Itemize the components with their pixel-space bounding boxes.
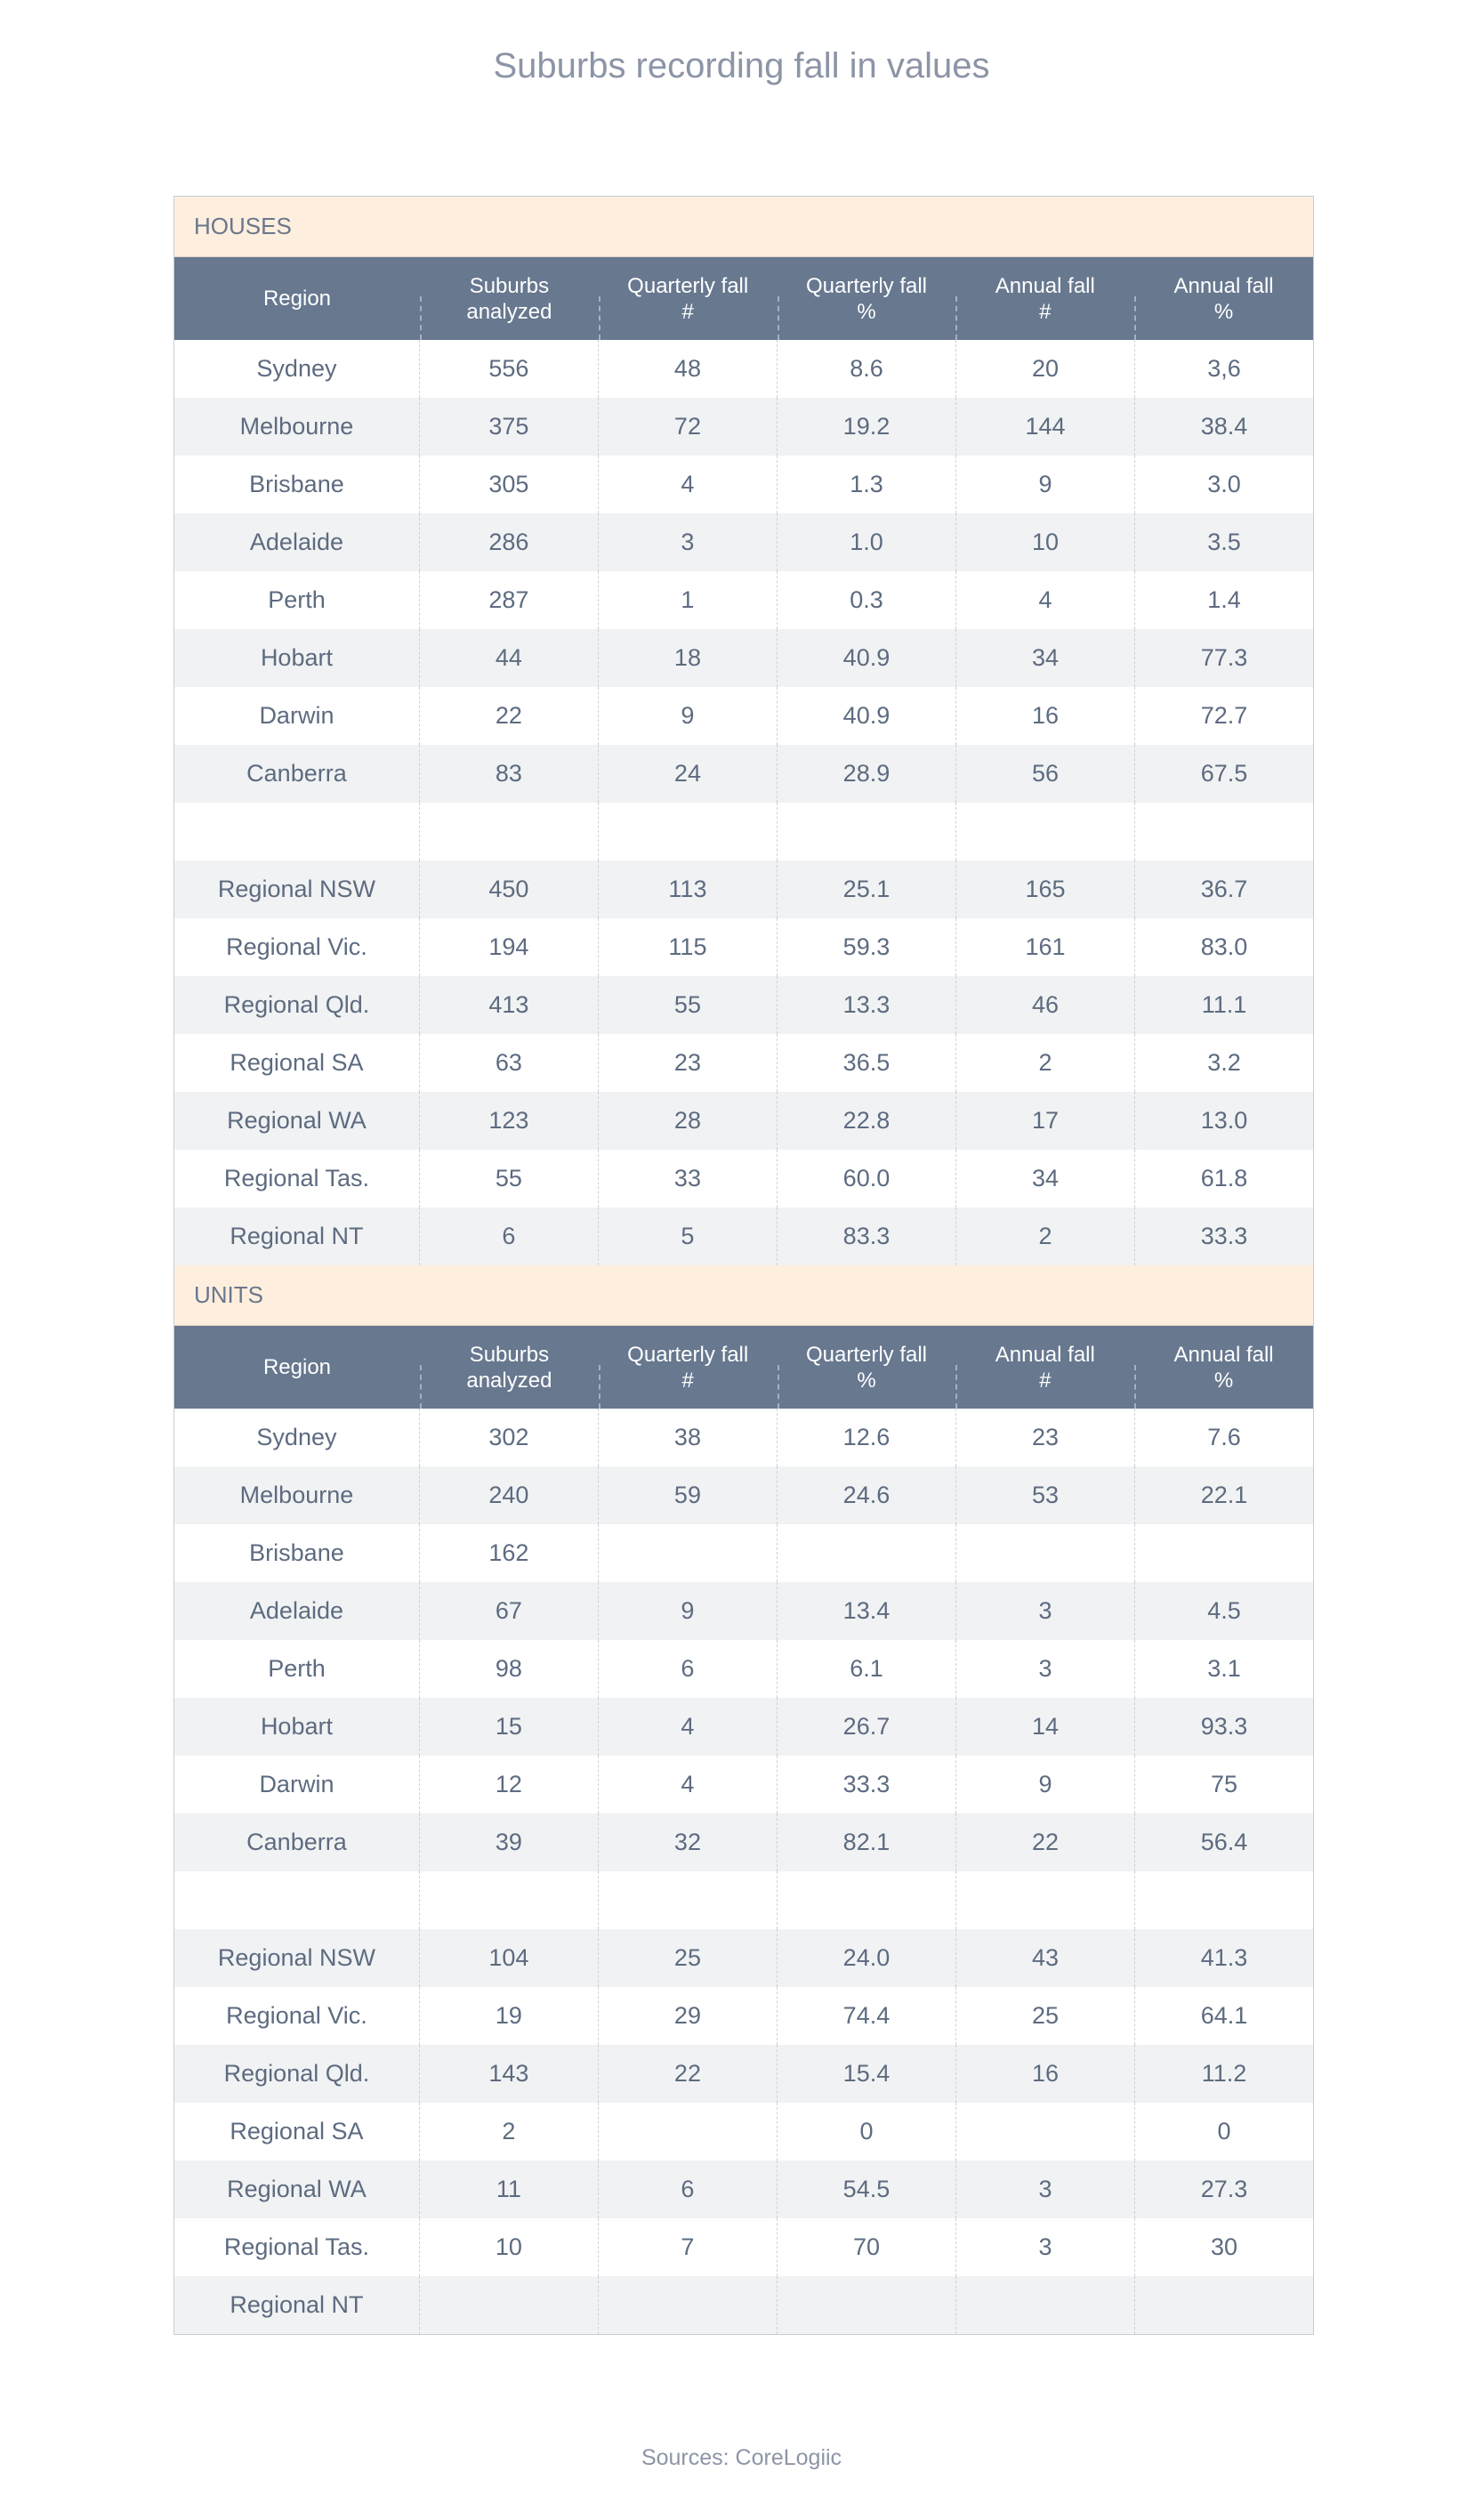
value-cell: 6	[598, 2161, 777, 2218]
value-cell	[1134, 803, 1313, 860]
table-row	[174, 629, 1313, 687]
column-header: Annual fall #	[955, 257, 1134, 340]
region-cell: Perth	[268, 586, 326, 613]
value-cell: 17	[955, 1092, 1134, 1150]
region-cell: Canberra	[246, 760, 347, 787]
value-cell: 302	[419, 1409, 598, 1466]
value-cell: 7.6	[1134, 1409, 1313, 1466]
value-cell	[777, 1871, 955, 1929]
value-cell: 24.0	[777, 1929, 955, 1987]
value-cell: 113	[598, 860, 777, 918]
table-row	[174, 803, 1313, 860]
region-cell: Darwin	[259, 1771, 334, 1797]
column-header: Quarterly fall %	[778, 1326, 956, 1409]
value-cell: 77.3	[1134, 629, 1313, 687]
value-cell: 19	[419, 1987, 598, 2045]
value-cell: 22	[955, 1813, 1134, 1871]
table-row	[174, 2218, 1313, 2276]
region-cell: Regional Vic.	[226, 2002, 367, 2029]
page-title: Suburbs recording fall in values	[493, 46, 990, 85]
table-row	[174, 687, 1313, 745]
value-cell: 33.3	[1134, 1208, 1313, 1265]
table-row	[174, 1813, 1313, 1871]
value-cell	[598, 2276, 777, 2334]
table-row	[174, 1756, 1313, 1813]
value-cell: 28.9	[777, 745, 955, 803]
value-cell	[777, 1524, 955, 1582]
value-cell: 75	[1134, 1756, 1313, 1813]
value-cell: 27.3	[1134, 2161, 1313, 2218]
value-cell	[598, 803, 777, 860]
value-cell: 38	[598, 1409, 777, 1466]
value-cell: 33	[598, 1150, 777, 1208]
value-cell	[598, 1524, 777, 1582]
value-cell: 53	[955, 1466, 1134, 1524]
value-cell: 6	[419, 1208, 598, 1265]
table-row	[174, 2276, 1313, 2334]
value-cell: 4	[598, 1698, 777, 1756]
value-cell: 61.8	[1134, 1150, 1313, 1208]
value-cell: 2	[955, 1208, 1134, 1265]
value-cell: 3	[955, 1640, 1134, 1698]
region-cell: Regional Tas.	[223, 1165, 370, 1191]
value-cell: 22.8	[777, 1092, 955, 1150]
region-cell: Brisbane	[249, 1539, 344, 1566]
region-cell: Hobart	[260, 644, 333, 671]
value-cell: 24.6	[777, 1466, 955, 1524]
value-cell: 39	[419, 1813, 598, 1871]
value-cell: 7	[598, 2218, 777, 2276]
table-row	[174, 1929, 1313, 1987]
table-row	[174, 1409, 1313, 1466]
value-cell: 11.1	[1134, 976, 1313, 1034]
value-cell: 72.7	[1134, 687, 1313, 745]
value-cell: 165	[955, 860, 1134, 918]
value-cell: 43	[955, 1929, 1134, 1987]
value-cell: 13.4	[777, 1582, 955, 1640]
source-note: Sources: CoreLogiic	[641, 2445, 842, 2470]
value-cell	[955, 2103, 1134, 2161]
value-cell: 1.4	[1134, 571, 1313, 629]
value-cell: 25	[955, 1987, 1134, 2045]
region-cell: Regional Tas.	[223, 2233, 370, 2260]
column-header: Quarterly fall %	[778, 257, 956, 340]
value-cell: 24	[598, 745, 777, 803]
table-row	[174, 1582, 1313, 1640]
table-row	[174, 745, 1313, 803]
value-cell: 4	[598, 456, 777, 513]
value-cell: 12	[419, 1756, 598, 1813]
header-row-houses	[174, 257, 1313, 340]
region-cell: Brisbane	[249, 471, 344, 497]
value-cell: 26.7	[777, 1698, 955, 1756]
region-cell: Darwin	[259, 702, 334, 729]
column-header: Annual fall #	[955, 1326, 1134, 1409]
table-row	[174, 2045, 1313, 2103]
value-cell: 19.2	[777, 398, 955, 456]
value-cell: 11.2	[1134, 2045, 1313, 2103]
region-cell: Regional SA	[230, 1049, 364, 1076]
value-cell	[955, 1871, 1134, 1929]
value-cell: 9	[955, 1756, 1134, 1813]
value-cell	[419, 803, 598, 860]
value-cell: 56.4	[1134, 1813, 1313, 1871]
value-cell: 16	[955, 687, 1134, 745]
value-cell: 40.9	[777, 687, 955, 745]
value-cell: 115	[598, 918, 777, 976]
value-cell: 2	[419, 2103, 598, 2161]
value-cell: 72	[598, 398, 777, 456]
column-header: Region	[262, 1355, 332, 1379]
value-cell: 15.4	[777, 2045, 955, 2103]
value-cell: 0	[777, 2103, 955, 2161]
value-cell: 23	[598, 1034, 777, 1092]
table-row	[174, 1092, 1313, 1150]
column-header: Suburbs analyzed	[420, 257, 599, 340]
value-cell: 25	[598, 1929, 777, 1987]
value-cell: 56	[955, 745, 1134, 803]
value-cell	[955, 803, 1134, 860]
column-header: Region	[262, 287, 332, 311]
value-cell: 46	[955, 976, 1134, 1034]
value-cell: 98	[419, 1640, 598, 1698]
table-row	[174, 1150, 1313, 1208]
region-cell: Melbourne	[239, 413, 354, 440]
value-cell	[598, 2103, 777, 2161]
value-cell: 144	[955, 398, 1134, 456]
value-cell: 40.9	[777, 629, 955, 687]
value-cell: 12.6	[777, 1409, 955, 1466]
value-cell: 41.3	[1134, 1929, 1313, 1987]
value-cell: 93.3	[1134, 1698, 1313, 1756]
region-cell: Perth	[268, 1655, 326, 1682]
value-cell: 1.0	[777, 513, 955, 571]
table-row	[174, 2161, 1313, 2218]
value-cell: 9	[598, 1582, 777, 1640]
section-label-units: UNITS	[174, 1265, 1313, 1326]
value-cell: 9	[598, 687, 777, 745]
value-cell: 4	[598, 1756, 777, 1813]
value-cell: 3.2	[1134, 1034, 1313, 1092]
value-cell: 63	[419, 1034, 598, 1092]
value-cell: 413	[419, 976, 598, 1034]
value-cell: 5	[598, 1208, 777, 1265]
value-cell: 6.1	[777, 1640, 955, 1698]
value-cell: 10	[955, 513, 1134, 571]
region-cell: Canberra	[246, 1829, 347, 1855]
value-cell: 450	[419, 860, 598, 918]
value-cell: 13.3	[777, 976, 955, 1034]
value-cell: 1.3	[777, 456, 955, 513]
value-cell: 38.4	[1134, 398, 1313, 456]
value-cell: 161	[955, 918, 1134, 976]
table-row	[174, 860, 1313, 918]
region-cell: Adelaide	[249, 1597, 343, 1624]
value-cell: 194	[419, 918, 598, 976]
region-cell: Hobart	[260, 1713, 333, 1740]
value-cell: 3.1	[1134, 1640, 1313, 1698]
table-row	[174, 340, 1313, 398]
value-cell: 16	[955, 2045, 1134, 2103]
table-row	[174, 1698, 1313, 1756]
table-row	[174, 398, 1313, 456]
table-row	[174, 1208, 1313, 1265]
value-cell: 0.3	[777, 571, 955, 629]
region-cell: Regional Qld.	[223, 2060, 370, 2087]
value-cell: 1	[598, 571, 777, 629]
value-cell: 4	[955, 571, 1134, 629]
region-cell: Regional NT	[230, 1223, 364, 1249]
value-cell: 3.0	[1134, 456, 1313, 513]
value-cell: 8.6	[777, 340, 955, 398]
value-cell: 34	[955, 1150, 1134, 1208]
value-cell	[777, 2276, 955, 2334]
region-cell: Regional NSW	[217, 876, 375, 902]
table-row	[174, 2103, 1313, 2161]
value-cell: 28	[598, 1092, 777, 1150]
value-cell: 2	[955, 1034, 1134, 1092]
value-cell	[598, 1871, 777, 1929]
column-header: Annual fall %	[1134, 1326, 1313, 1409]
value-cell: 18	[598, 629, 777, 687]
header-row-units	[174, 1326, 1313, 1409]
value-cell: 59	[598, 1466, 777, 1524]
value-cell: 22.1	[1134, 1466, 1313, 1524]
value-cell: 3	[598, 513, 777, 571]
table-row	[174, 571, 1313, 629]
region-cell: Melbourne	[239, 1482, 354, 1508]
value-cell: 305	[419, 456, 598, 513]
value-cell: 60.0	[777, 1150, 955, 1208]
column-header: Quarterly fall #	[599, 1326, 778, 1409]
section-label-houses: HOUSES	[174, 197, 1313, 257]
value-cell	[1134, 2276, 1313, 2334]
value-cell: 162	[419, 1524, 598, 1582]
region-cell: Regional Qld.	[223, 991, 370, 1018]
region-cell: Regional Vic.	[226, 933, 367, 960]
value-cell: 55	[598, 976, 777, 1034]
value-cell: 104	[419, 1929, 598, 1987]
value-cell: 74.4	[777, 1987, 955, 2045]
table-row	[174, 1034, 1313, 1092]
value-cell: 0	[1134, 2103, 1313, 2161]
value-cell: 59.3	[777, 918, 955, 976]
value-cell: 13.0	[1134, 1092, 1313, 1150]
value-cell: 29	[598, 1987, 777, 2045]
value-cell	[419, 2276, 598, 2334]
value-cell: 48	[598, 340, 777, 398]
value-cell: 4.5	[1134, 1582, 1313, 1640]
region-cell: Regional NT	[230, 2291, 364, 2318]
value-cell: 143	[419, 2045, 598, 2103]
value-cell: 3,6	[1134, 340, 1313, 398]
value-cell: 14	[955, 1698, 1134, 1756]
value-cell: 22	[419, 687, 598, 745]
value-cell: 44	[419, 629, 598, 687]
value-cell: 15	[419, 1698, 598, 1756]
table-row	[174, 1871, 1313, 1929]
value-cell: 11	[419, 2161, 598, 2218]
region-cell: Adelaide	[249, 529, 343, 555]
value-cell: 34	[955, 629, 1134, 687]
value-cell: 83.3	[777, 1208, 955, 1265]
value-cell: 3	[955, 1582, 1134, 1640]
value-cell: 82.1	[777, 1813, 955, 1871]
value-cell: 123	[419, 1092, 598, 1150]
region-cell	[174, 803, 419, 860]
column-header: Suburbs analyzed	[420, 1326, 599, 1409]
value-cell: 22	[598, 2045, 777, 2103]
region-cell: Regional SA	[230, 2118, 364, 2144]
table-row	[174, 918, 1313, 976]
region-cell: Regional NSW	[217, 1944, 375, 1971]
value-cell	[955, 2276, 1134, 2334]
table-row	[174, 513, 1313, 571]
value-cell	[419, 1871, 598, 1929]
value-cell: 36.5	[777, 1034, 955, 1092]
table-row	[174, 1466, 1313, 1524]
value-cell: 83	[419, 745, 598, 803]
value-cell: 36.7	[1134, 860, 1313, 918]
value-cell: 3	[955, 2161, 1134, 2218]
value-cell: 20	[955, 340, 1134, 398]
value-cell	[1134, 1871, 1313, 1929]
region-cell: Regional WA	[227, 1107, 367, 1134]
table-row	[174, 1524, 1313, 1582]
region-cell: Sydney	[256, 1424, 337, 1450]
value-cell: 240	[419, 1466, 598, 1524]
table-row	[174, 1987, 1313, 2045]
value-cell: 25.1	[777, 860, 955, 918]
value-cell	[1134, 1524, 1313, 1582]
value-cell: 30	[1134, 2218, 1313, 2276]
value-cell: 70	[777, 2218, 955, 2276]
region-cell: Sydney	[256, 355, 337, 382]
value-cell: 6	[598, 1640, 777, 1698]
value-cell: 54.5	[777, 2161, 955, 2218]
region-cell	[174, 1871, 419, 1929]
value-cell: 55	[419, 1150, 598, 1208]
value-cell: 287	[419, 571, 598, 629]
value-cell: 64.1	[1134, 1987, 1313, 2045]
table-row	[174, 1640, 1313, 1698]
value-cell: 3	[955, 2218, 1134, 2276]
value-cell: 3.5	[1134, 513, 1313, 571]
value-cell: 556	[419, 340, 598, 398]
table-row	[174, 976, 1313, 1034]
value-cell: 67.5	[1134, 745, 1313, 803]
value-cell: 375	[419, 398, 598, 456]
value-cell	[955, 1524, 1134, 1582]
column-header: Quarterly fall #	[599, 257, 778, 340]
value-cell: 67	[419, 1582, 598, 1640]
values-table	[173, 196, 1314, 2335]
value-cell: 33.3	[777, 1756, 955, 1813]
value-cell: 9	[955, 456, 1134, 513]
value-cell: 286	[419, 513, 598, 571]
table-row	[174, 456, 1313, 513]
value-cell: 23	[955, 1409, 1134, 1466]
value-cell	[777, 803, 955, 860]
value-cell: 32	[598, 1813, 777, 1871]
value-cell: 83.0	[1134, 918, 1313, 976]
value-cell: 10	[419, 2218, 598, 2276]
region-cell: Regional WA	[227, 2176, 367, 2202]
column-header: Annual fall %	[1134, 257, 1313, 340]
